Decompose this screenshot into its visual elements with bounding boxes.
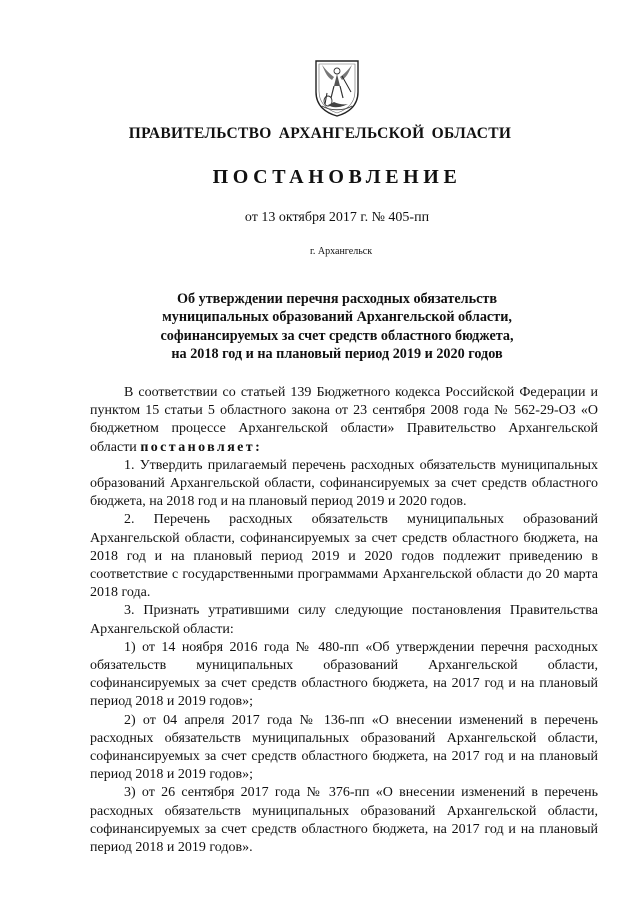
title-line: софинансируемых за счет средств областного бюджета,: [160, 327, 514, 344]
paragraph-3-item-1: 1) от 14 ноября 2016 года № 480-пп «Об утверждении перечня расходных обязательств муниципальных образований Архангельской области, софинансируемых за счет средств областного бюджета, на 2017 год и на плановый период 2018 и 2019 годов»;: [90, 639, 598, 710]
paragraph-1: 1. Утвердить прилагаемый перечень расходных обязательств муниципальных образований Архангельской области, софинансируемых за счет средств областного бюджета, на 2018 год и на плановый период 2019 и 2020 годов.: [90, 457, 598, 510]
document-type: ПОСТАНОВЛЕНИЕ: [212, 166, 462, 188]
paragraph-3: 3. Признать утратившими силу следующие постановления Правительства Архангельской области:: [90, 603, 598, 637]
government-name: ПРАВИТЕЛЬСТВО АРХАНГЕЛЬСКОЙ ОБЛАСТИ: [128, 125, 512, 142]
paragraph-3-item-2: 2) от 04 апреля 2017 года № 136-пп «О внесении изменений в перечень расходных обязательств муниципальных образований Архангельской области, софинансируемых за счет средств областного бюджета, на 2017 год и на плановый период 2018 и 2019 годов»;: [90, 712, 598, 783]
document-date-number: от 13 октября 2017 г. № 405-пп: [244, 210, 430, 225]
intro-text: В соответствии со статьей 139 Бюджетного кодекса Российской Федерации и пунктом 15 статьи 5 областного закона от 23 сентября 2008 года № 562-29-ОЗ «О бюджетном процессе Архангельской области» Правительство Архангельской области: [90, 385, 598, 455]
document-title: [120, 290, 554, 364]
title-line: Об утверждении перечня расходных обязательств: [176, 291, 498, 307]
paragraph-3-item-3: 3) от 26 сентября 2017 года № 376-пп «О внесении изменений в перечень расходных обязательств муниципальных образований Архангельской области, софинансируемых за счет средств областного бюджета, на 2017 год и на плановый период 2018 и 2019 годов».: [90, 785, 598, 856]
paragraph-2: 2. Перечень расходных обязательств муниципальных образований Архангельской области, софинансируемых за счет средств областного бюджета, на 2018 год и на плановый период 2019 и 2020 годов подлежит приведению в соответствие с государственными программами Архангельской области до 20 марта 2018 года.: [90, 512, 598, 601]
decree-colon: :: [255, 439, 260, 455]
coat-of-arms-icon: [312, 58, 362, 118]
document-body: [90, 384, 598, 857]
title-line: муниципальных образований Архангельской области,: [162, 309, 512, 326]
decree-word: постановляет: [140, 439, 256, 455]
document-city: г. Архангельск: [309, 246, 373, 257]
title-line: на 2018 год и на плановый период 2019 и 2020 годов: [171, 346, 503, 363]
intro-paragraph: [90, 384, 598, 457]
